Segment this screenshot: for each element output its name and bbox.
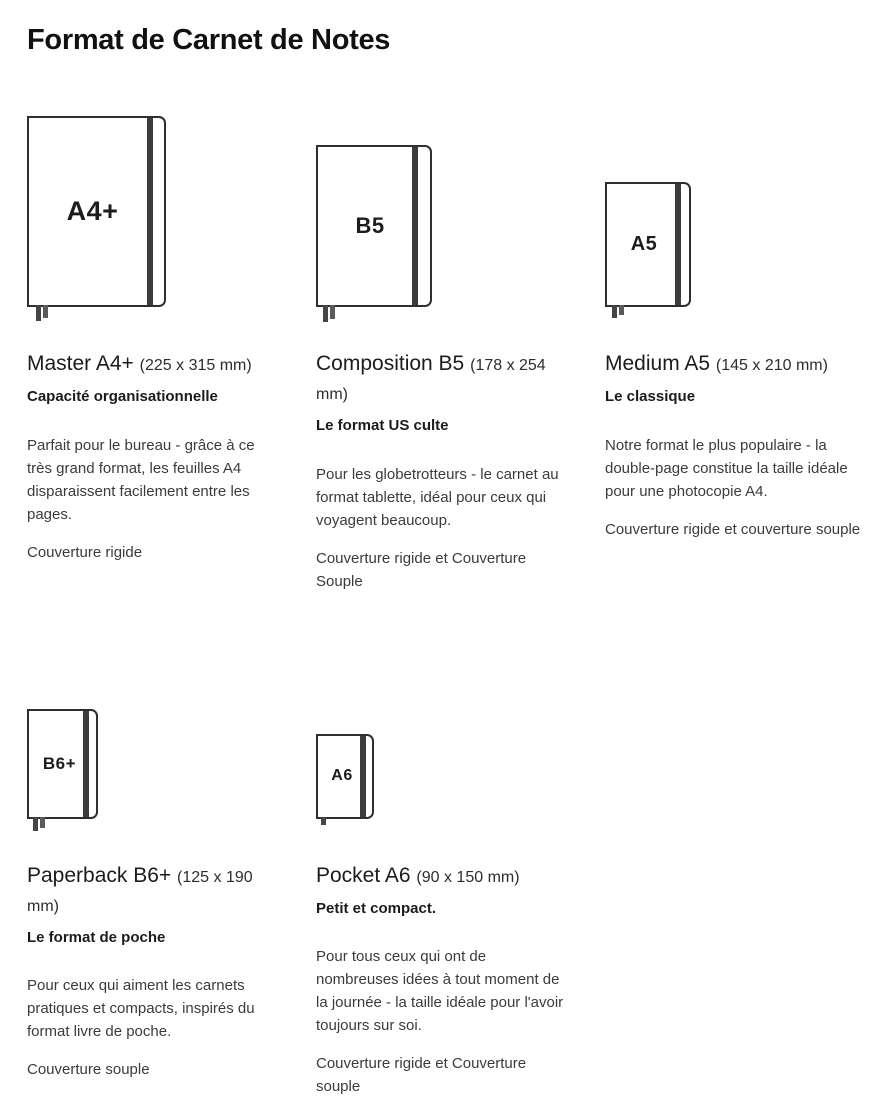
format-dimensions: (145 x 210 mm) (715, 357, 828, 374)
format-name: Master A4+ (27, 352, 134, 375)
format-name: Medium A5 (605, 352, 711, 375)
format-dimensions: (125 x 190 mm) (27, 868, 258, 915)
format-covers: Couverture rigide et Couverture Souple (316, 549, 527, 590)
notebook-illustration-a6-icon (316, 734, 374, 819)
notebook-figure-b6plus (27, 709, 289, 819)
format-card-pocket-a6 (316, 709, 578, 1099)
elastic-band-icon (360, 736, 366, 817)
format-tagline: Le classique (605, 387, 696, 405)
elastic-band-icon (147, 118, 153, 305)
format-description: Pour tous ceux qui ont de nombreuses idées à tout moment de la journée - la taille idéale pour l'avoir toujours sur soi. (316, 948, 564, 1035)
format-title (27, 350, 285, 379)
format-description: Pour les globetrotteurs - le carnet au format tablette, idéal pour ceux qui voyagent beaucoup. (316, 465, 559, 529)
format-card-paperback-b6plus (27, 709, 289, 1099)
format-title (27, 862, 285, 920)
format-title (316, 862, 574, 891)
notebook-badge: A6 (331, 767, 353, 785)
bookmark-ribbon-icon (43, 305, 48, 318)
bookmark-ribbon-icon (36, 305, 41, 321)
elastic-band-icon (412, 147, 418, 305)
page-title: Format de Carnet de Notes (27, 24, 391, 56)
format-dimensions: (225 x 315 mm) (139, 357, 252, 374)
notebook-figure-a5 (605, 114, 867, 307)
formats-grid (27, 114, 863, 1098)
format-covers: Couverture rigide et Couverture souple (316, 1055, 527, 1096)
notebook-illustration-b6plus-icon (27, 709, 98, 819)
format-name: Paperback B6+ (27, 863, 172, 887)
notebook-badge: B6+ (42, 753, 77, 773)
notebook-illustration-a4plus-icon (27, 116, 166, 307)
format-description: Parfait pour le bureau - grâce à ce très grand format, les feuilles A4 disparaissent facilement entre les pages. (27, 436, 255, 523)
bookmark-ribbon-icon (619, 305, 624, 315)
format-description: Notre format le plus populaire - la double-page constitue la taille idéale pour une photocopie A4. (605, 436, 848, 500)
format-name: Composition B5 (316, 352, 465, 375)
notebook-badge: A5 (630, 233, 658, 255)
format-name: Pocket A6 (316, 863, 411, 887)
notebook-figure-b5 (316, 114, 578, 307)
bookmark-ribbon-icon (330, 305, 335, 319)
format-tagline: Capacité organisationnelle (27, 387, 218, 405)
notebook-figure-a6 (316, 709, 578, 819)
notebook-badge: B5 (355, 213, 385, 238)
format-tagline: Le format US culte (316, 416, 449, 434)
format-card-master-a4plus (27, 114, 289, 593)
notebook-illustration-a5-icon (605, 182, 691, 307)
elastic-band-icon (83, 711, 89, 817)
notebook-badge: A4+ (66, 196, 119, 226)
notebook-illustration-b5-icon (316, 145, 432, 307)
format-card-composition-b5 (316, 114, 578, 593)
format-tagline: Petit et compact. (316, 899, 437, 917)
format-covers: Couverture rigide (27, 543, 143, 561)
bookmark-ribbon-icon (40, 817, 45, 828)
format-dimensions: (90 x 150 mm) (416, 868, 520, 886)
format-covers: Couverture rigide et couverture souple (605, 520, 861, 538)
format-title (605, 350, 863, 379)
notebook-figure-a4plus (27, 114, 289, 307)
format-card-medium-a5 (605, 114, 867, 593)
format-dimensions: (178 x 254 mm) (316, 357, 551, 403)
format-description: Pour ceux qui aiment les carnets pratiques et compacts, inspirés du format livre de poche. (27, 977, 255, 1041)
format-tagline: Le format de poche (27, 928, 166, 946)
bookmark-ribbon-icon (323, 305, 328, 322)
bookmark-ribbon-icon (321, 817, 326, 825)
format-title (316, 350, 574, 408)
format-covers: Couverture souple (27, 1061, 150, 1079)
bookmark-ribbon-icon (33, 817, 38, 831)
bookmark-ribbon-icon (612, 305, 617, 318)
elastic-band-icon (675, 184, 681, 305)
